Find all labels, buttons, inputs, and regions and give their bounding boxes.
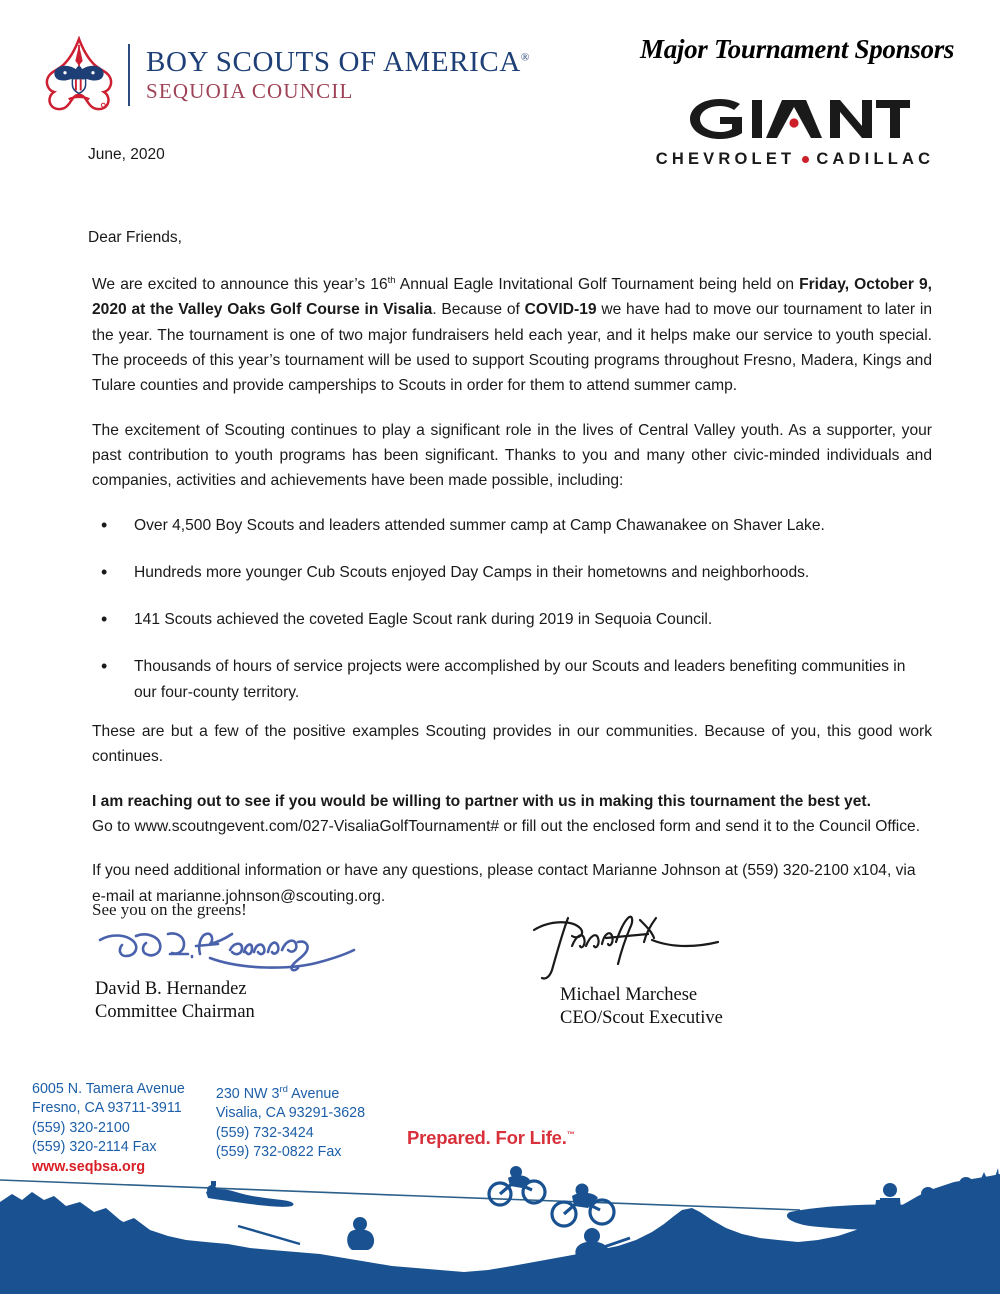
outdoor-activities-silhouette-banner <box>0 1166 1000 1294</box>
letter-content-column <box>92 268 932 909</box>
letter-salutation: Dear Friends, <box>88 229 182 246</box>
list-item-text: Thousands of hours of service projects were accomplished by our Scouts and leaders benefiting communities in our four-county territory. <box>134 658 906 701</box>
fresno-phone: (559) 320-2100 <box>32 1119 130 1136</box>
signer-title: Committee Chairman <box>95 1002 255 1022</box>
p1-segment-3: . Because of <box>432 301 525 319</box>
letterhead-header <box>0 0 1000 200</box>
visalia-fax: (559) 732-0822 Fax <box>215 1143 342 1160</box>
list-item <box>92 560 932 585</box>
paragraph-announcement <box>92 268 932 399</box>
ordinal-suffix: rd <box>279 1084 288 1095</box>
giant-chevrolet-label: CHEVROLET <box>655 150 796 168</box>
list-item-text: Hundreds more younger Cub Scouts enjoyed Day Camps in their hometowns and neighborhoods. <box>134 563 810 581</box>
list-item <box>92 513 932 538</box>
ordinal-suffix: th <box>387 275 396 286</box>
organization-name: BOY SCOUTS OF AMERICA® <box>146 45 530 78</box>
fresno-street: 6005 N. Tamera Avenue <box>32 1081 185 1097</box>
footer-contact-block <box>32 1080 575 1177</box>
paragraph-scouting-impact: The excitement of Scouting continues to play a significant role in the lives of Central Valley youth. As a supporter, your past contribution to youth programs has been significant. Thanks to you and many other civic-minded individuals and companies, activities and achievements have been made possible, including: <box>92 421 932 490</box>
logo-divider-rule <box>128 44 130 106</box>
signature-block-ceo <box>528 912 908 1030</box>
giant-cadillac-label: CADILLAC <box>816 150 935 168</box>
visalia-street: 230 NW 3rd Avenue <box>215 1084 340 1102</box>
address-visalia <box>216 1080 365 1162</box>
giant-logo-subtitle <box>656 150 934 169</box>
achievements-list <box>92 513 932 705</box>
fresno-fax: (559) 320-2114 Fax <box>32 1139 157 1156</box>
letter-closing-line: See you on the greens! <box>92 900 247 919</box>
p1-segment-4: we have had to move our tournament to later in the year. The tournament is one of two major fundraisers held each year, and it helps make our service to youth special. The proceeds of this year’s tournament will be used to support Scouting programs throughout Fresno, Madera, Kings and Tulare counties and provide camperships to Scouts in order for them to attend summer camp. <box>92 301 932 395</box>
separator-dot-icon <box>802 156 809 163</box>
list-item-text: Over 4,500 Boy Scouts and leaders attended summer camp at Camp Chawanakee on Shaver Lake. <box>134 516 825 534</box>
council-name: SEQUOIA COUNCIL <box>146 79 354 104</box>
sponsor-section <box>640 34 955 169</box>
visalia-phone: (559) 732-3424 <box>215 1124 314 1141</box>
bsa-fleur-de-lis-emblem <box>42 36 116 114</box>
paragraph-partner-request <box>92 789 932 814</box>
handwritten-signature-david-hernandez-icon <box>92 924 392 976</box>
list-item-text: 141 Scouts achieved the coveted Eagle Scout rank during 2019 in Sequoia Council. <box>134 611 713 629</box>
list-item <box>92 607 932 632</box>
signature-block-chairman <box>92 924 492 1024</box>
sponsor-section-title: Major Tournament Sponsors <box>640 34 955 64</box>
registered-trademark-mark: ® <box>520 51 530 64</box>
signer-name: David B. Hernandez <box>95 979 247 999</box>
canoeist-icon <box>238 1217 374 1250</box>
letter-date: June, 2020 <box>88 146 165 163</box>
giant-dealership-logo <box>640 91 950 169</box>
left-hill-silhouette <box>0 1192 130 1226</box>
p1-segment-2: Annual Eagle Invitational Golf Tournament being held on <box>395 276 800 294</box>
bullet-icon: • <box>101 609 108 630</box>
list-item <box>92 654 932 705</box>
bsa-tagline: Prepared. For Life.™ <box>407 1127 575 1148</box>
p1-segment-1: We are excited to announce this year’s 16 <box>92 276 388 294</box>
paragraph-signup-instructions: Go to www.scoutngevent.com/027-VisaliaGolfTournament# or fill out the enclosed form and send it to the Council Office. <box>92 817 921 835</box>
covid-bold: COVID-19 <box>524 301 597 319</box>
bullet-icon: • <box>101 514 108 535</box>
bsa-wordmark <box>146 47 530 104</box>
paragraph-contact-info: If you need additional information or have any questions, please contact Marianne Johnson at (559) 320-2100 x104, via e-mail at marianne.johnson@scouting.org. <box>92 862 916 905</box>
visalia-city-state-zip: Visalia, CA 93291-3628 <box>215 1105 366 1122</box>
paragraph-closing-examples: These are but a few of the positive examples Scouting provides in our communities. Because of you, this good work continues. <box>92 723 932 766</box>
address-fresno <box>32 1080 185 1177</box>
trademark-mark: ™ <box>566 1129 575 1139</box>
council-website-link[interactable]: www.seqbsa.org <box>32 1158 146 1175</box>
bsa-logo-lockup <box>42 36 530 114</box>
partner-request-bold: I am reaching out to see if you would be willing to partner with us in making this tournament the best yet. <box>92 792 871 810</box>
signer-details-ceo <box>560 984 908 1030</box>
fresno-city-state-zip: Fresno, CA 93711-3911 <box>32 1100 182 1117</box>
zipline-rider-icon <box>206 1181 294 1207</box>
signer-details-chairman <box>95 978 492 1024</box>
signer-title: CEO/Scout Executive <box>560 1008 723 1028</box>
event-date-venue-bold: Friday, October 9, 2020 at the Valley Oaks Golf Course in Visalia <box>92 276 933 319</box>
signer-name: Michael Marchese <box>560 985 698 1005</box>
bullet-icon: • <box>101 656 108 677</box>
giant-wordmark-icon <box>680 91 910 147</box>
bullet-icon: • <box>101 561 108 582</box>
handwritten-signature-michael-marchese-icon <box>528 912 798 984</box>
mountain-bikers-icon <box>489 1166 614 1226</box>
